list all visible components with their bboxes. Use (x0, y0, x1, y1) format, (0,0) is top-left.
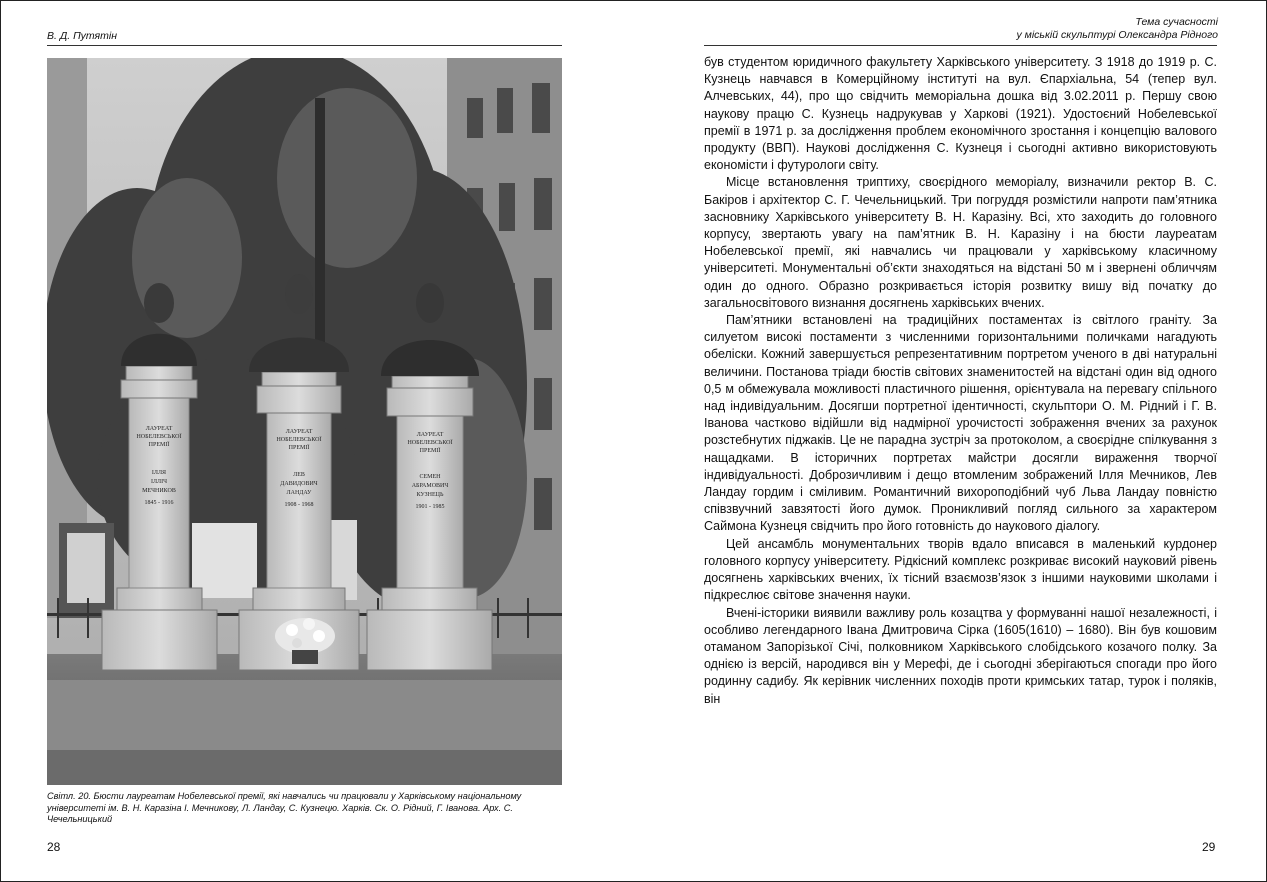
p2-line3: ПРЕМІЇ (288, 445, 310, 451)
p3-line7: 1901 - 1985 (415, 504, 445, 510)
header-rule (47, 45, 562, 46)
p2-line1: ЛАУРЕАТ (285, 429, 313, 435)
paragraph-4: Цей ансамбль монументальних творів вдало вписався в маленький курдонер головного корпусу університету. Рідкісний комплекс розкриває високий науковий рівень досягнень харківських вчених, їх тісний взаємозв’язок з іншими науковими школами і підкреслює світове значення науки. (704, 536, 1217, 603)
p3-line5: АБРАМОВИЧ (411, 483, 449, 489)
p2-line2: НОБЕЛЕВСЬКОЇ (276, 437, 322, 443)
p2-line5: ДАВИДОВИЧ (280, 481, 318, 487)
monument-photo (47, 58, 562, 785)
p1-line5: ІЛЛІЧ (150, 479, 168, 485)
p2-line6: ЛАНДАУ (286, 490, 312, 496)
paragraph-5: Вчені-історики виявили важливу роль козацтва у формуванні нашої незалежності, і особливо легендарного Івана Дмитровича Сірка (1605(1610) – 1680). Він був кошовим отаманом Запорізької Січі, полковником Харківського слобідського козачого полку. За однією із версій, народився він у Мерефі, де і сьогодні зберігаються спогади про його родинну садибу. Як керівник численних походів проти кримських татар, турок і поляків, він (704, 605, 1217, 706)
left-page (0, 0, 600, 880)
p2-line7: 1908 - 1968 (284, 502, 314, 508)
p1-line2: НОБЕЛЕВСЬКОЇ (136, 434, 182, 440)
photo-caption: Світл. 20. Бюсти лауреатам Нобелевської премії, які навчались чи працювали у Харківському національному університеті ім. В. Н. Каразіна І. Мечникову, Л. Ландау, С. Кузнецю. Харків. Ск. О. Рідний, Г. Іванова. Арх. С. Чечельницький (47, 791, 522, 824)
header-rule (704, 45, 1217, 46)
monument-photo-drawing (47, 58, 562, 785)
paragraph-2: Місце встановлення триптиху, своєрідного меморіалу, визначили ректор В. С. Бакіров і архітектор С. Г. Чечельницький. Три погруддя розмістили напроти пам’ятника засновнику Харківського університету В. Н. Каразіну. Всі, хто заходить до головного корпусу, звертають увагу на пам’ятник В. Н. Каразіну і на бюсти лауреатам Нобелевської премії, які навчались чи працювали у харківському класичному університеті. Монументальні об’єкти знаходяться на відстані 50 м і звернені обличчям один до одного. Образно розкривається історія розвитку вишу від початку до загальносвітового визнання досягнень харківських вчених. (704, 175, 1217, 310)
running-head-line1: Тема сучасності (1135, 16, 1218, 28)
paragraph-3: Пам’ятники встановлені на традиційних постаментах із світлого граніту. За силуетом високі постаменти з численними горизонтальними поличками нагадують обеліски. Кожний завершується репрезентативним портретом ученого в дві натуральні величини. Постанова тріади бюстів світових знаменитостей на відстані один від одного 0,5 м обмежувала можливості пластичного рішення, орієнтувала на перевагу спільного над індивідуальним. Досягши портретної ідентичності, скульптори О. М. Рідний і Г. В. Іванова частково відійшли від надмірної урочистості зображення вчених за рахунок розстебнутих піджаків. Це не парадна зустріч за протоколом, а своєрідне спілкування з нащадками. В історичних портретах майстри досягли вираження творчої індивідуальності. Доброзичливим і дещо втомленим зображений Ілля Мечников, Лев Ландау гордим і сміливим. Романтичний вихороподібний чуб Льва Ландау повністю співзвучний завзятості його думок. Проникливий погляд сильного за характером Саймона Кузнеця свідчить про його готовність до наукового діалогу. (704, 313, 1217, 534)
running-head-line2: у міській скульптурі Олександра Рідного (1016, 29, 1218, 41)
p1-line7: 1845 - 1916 (144, 500, 174, 506)
p1-line3: ПРЕМІЇ (148, 442, 170, 448)
p3-line4: СЕМЕН (419, 474, 441, 480)
p1-line1: ЛАУРЕАТ (145, 426, 173, 432)
paragraph-1: був студентом юридичного факультету Харківського університету. З 1918 до 1919 р. С. Кузнець навчався в Комерційному інституті на вул. Єпархіальна, 54 (тепер вул. Алчевських, 44), про що свідчить меморіальна дошка від 3.02.2011 р. Першу свою наукову працю С. Кузнець надрукував у Харкові (1921). Удостоєний Нобелевської премії в 1971 р. за дослідження проблем економічного зростання і концепцію валового продукту (ВВП). Наукові дослідження С. Кузнеця і сьогодні активно використовують економісти і футурологи світу. (704, 55, 1217, 173)
running-head-author: В. Д. Путятін (47, 30, 118, 42)
p3-line6: КУЗНЕЦЬ (416, 492, 444, 498)
p1-line4: ІЛЛЯ (151, 470, 167, 476)
p3-line3: ПРЕМІЇ (419, 448, 441, 454)
running-head-title (1016, 16, 1218, 42)
right-page (633, 0, 1267, 880)
p3-line2: НОБЕЛЕВСЬКОЇ (407, 440, 453, 446)
p2-line4: ЛЕВ (293, 472, 305, 478)
page-number-left: 28 (47, 840, 61, 854)
p3-line1: ЛАУРЕАТ (416, 432, 444, 438)
body-text (704, 54, 1217, 708)
p1-line6: МЕЧНИКОВ (142, 488, 176, 494)
page-number-right: 29 (1202, 840, 1216, 854)
